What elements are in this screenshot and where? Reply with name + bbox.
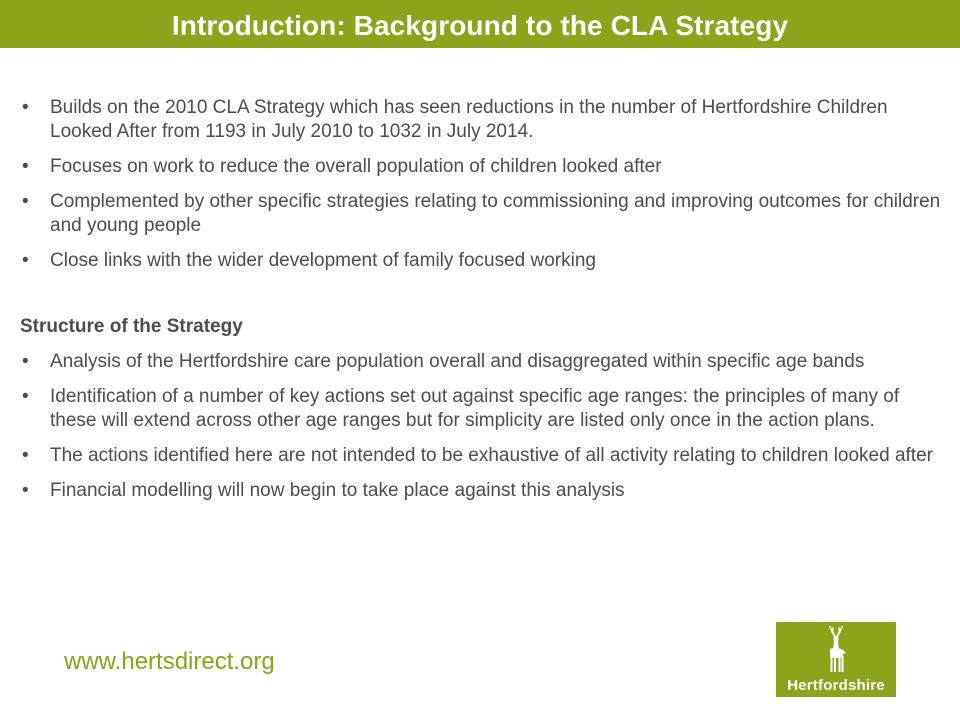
slide-content xyxy=(20,96,950,514)
bullet-icon: • xyxy=(22,480,29,501)
footer-url-link[interactable]: www.hertsdirect.org xyxy=(64,648,275,675)
bullet-icon: • xyxy=(22,156,29,177)
bullet-text: Identification of a number of key actions set out against specific age ranges: the principles of many of these will extend across other age ranges but for simplicity are listed only once in the action plans. xyxy=(50,386,900,431)
bullet-icon: • xyxy=(22,445,29,466)
bullet-icon: • xyxy=(22,386,29,407)
logo-text: Hertfordshire xyxy=(787,677,885,694)
bullet-text: Complemented by other specific strategies relating to commissioning and improving outcomes for children and young people xyxy=(50,191,941,236)
bullet-text: The actions identified here are not intended to be exhaustive of all activity relating to children looked after xyxy=(50,445,933,466)
bullet-icon: • xyxy=(22,191,29,212)
slide-title: Introduction: Background to the CLA Strategy xyxy=(171,10,789,41)
bullet-icon: • xyxy=(22,97,29,118)
intro-bullet-list xyxy=(20,96,950,273)
list-item xyxy=(20,479,950,503)
list-item xyxy=(20,350,950,374)
list-item xyxy=(20,96,950,144)
bullet-text: Financial modelling will now begin to take place against this analysis xyxy=(50,480,625,501)
list-item xyxy=(20,155,950,179)
bullet-icon: • xyxy=(22,351,29,372)
list-item xyxy=(20,444,950,468)
list-item xyxy=(20,190,950,238)
bullet-text: Focuses on work to reduce the overall population of children looked after xyxy=(50,156,662,177)
bullet-text: Close links with the wider development of family focused working xyxy=(50,250,596,271)
list-item xyxy=(20,385,950,433)
stag-icon xyxy=(820,625,852,675)
list-item xyxy=(20,249,950,273)
structure-bullet-list xyxy=(20,350,950,503)
bullet-text: Builds on the 2010 CLA Strategy which has seen reductions in the number of Hertfordshire Children Looked After from 1193 in July 2010 to 1032 in July 2014. xyxy=(50,97,888,142)
bullet-icon: • xyxy=(22,250,29,271)
bullet-text: Analysis of the Hertfordshire care population overall and disaggregated within specific age bands xyxy=(50,351,865,372)
hertfordshire-logo xyxy=(776,622,896,697)
structure-heading: Structure of the Strategy xyxy=(20,316,243,337)
